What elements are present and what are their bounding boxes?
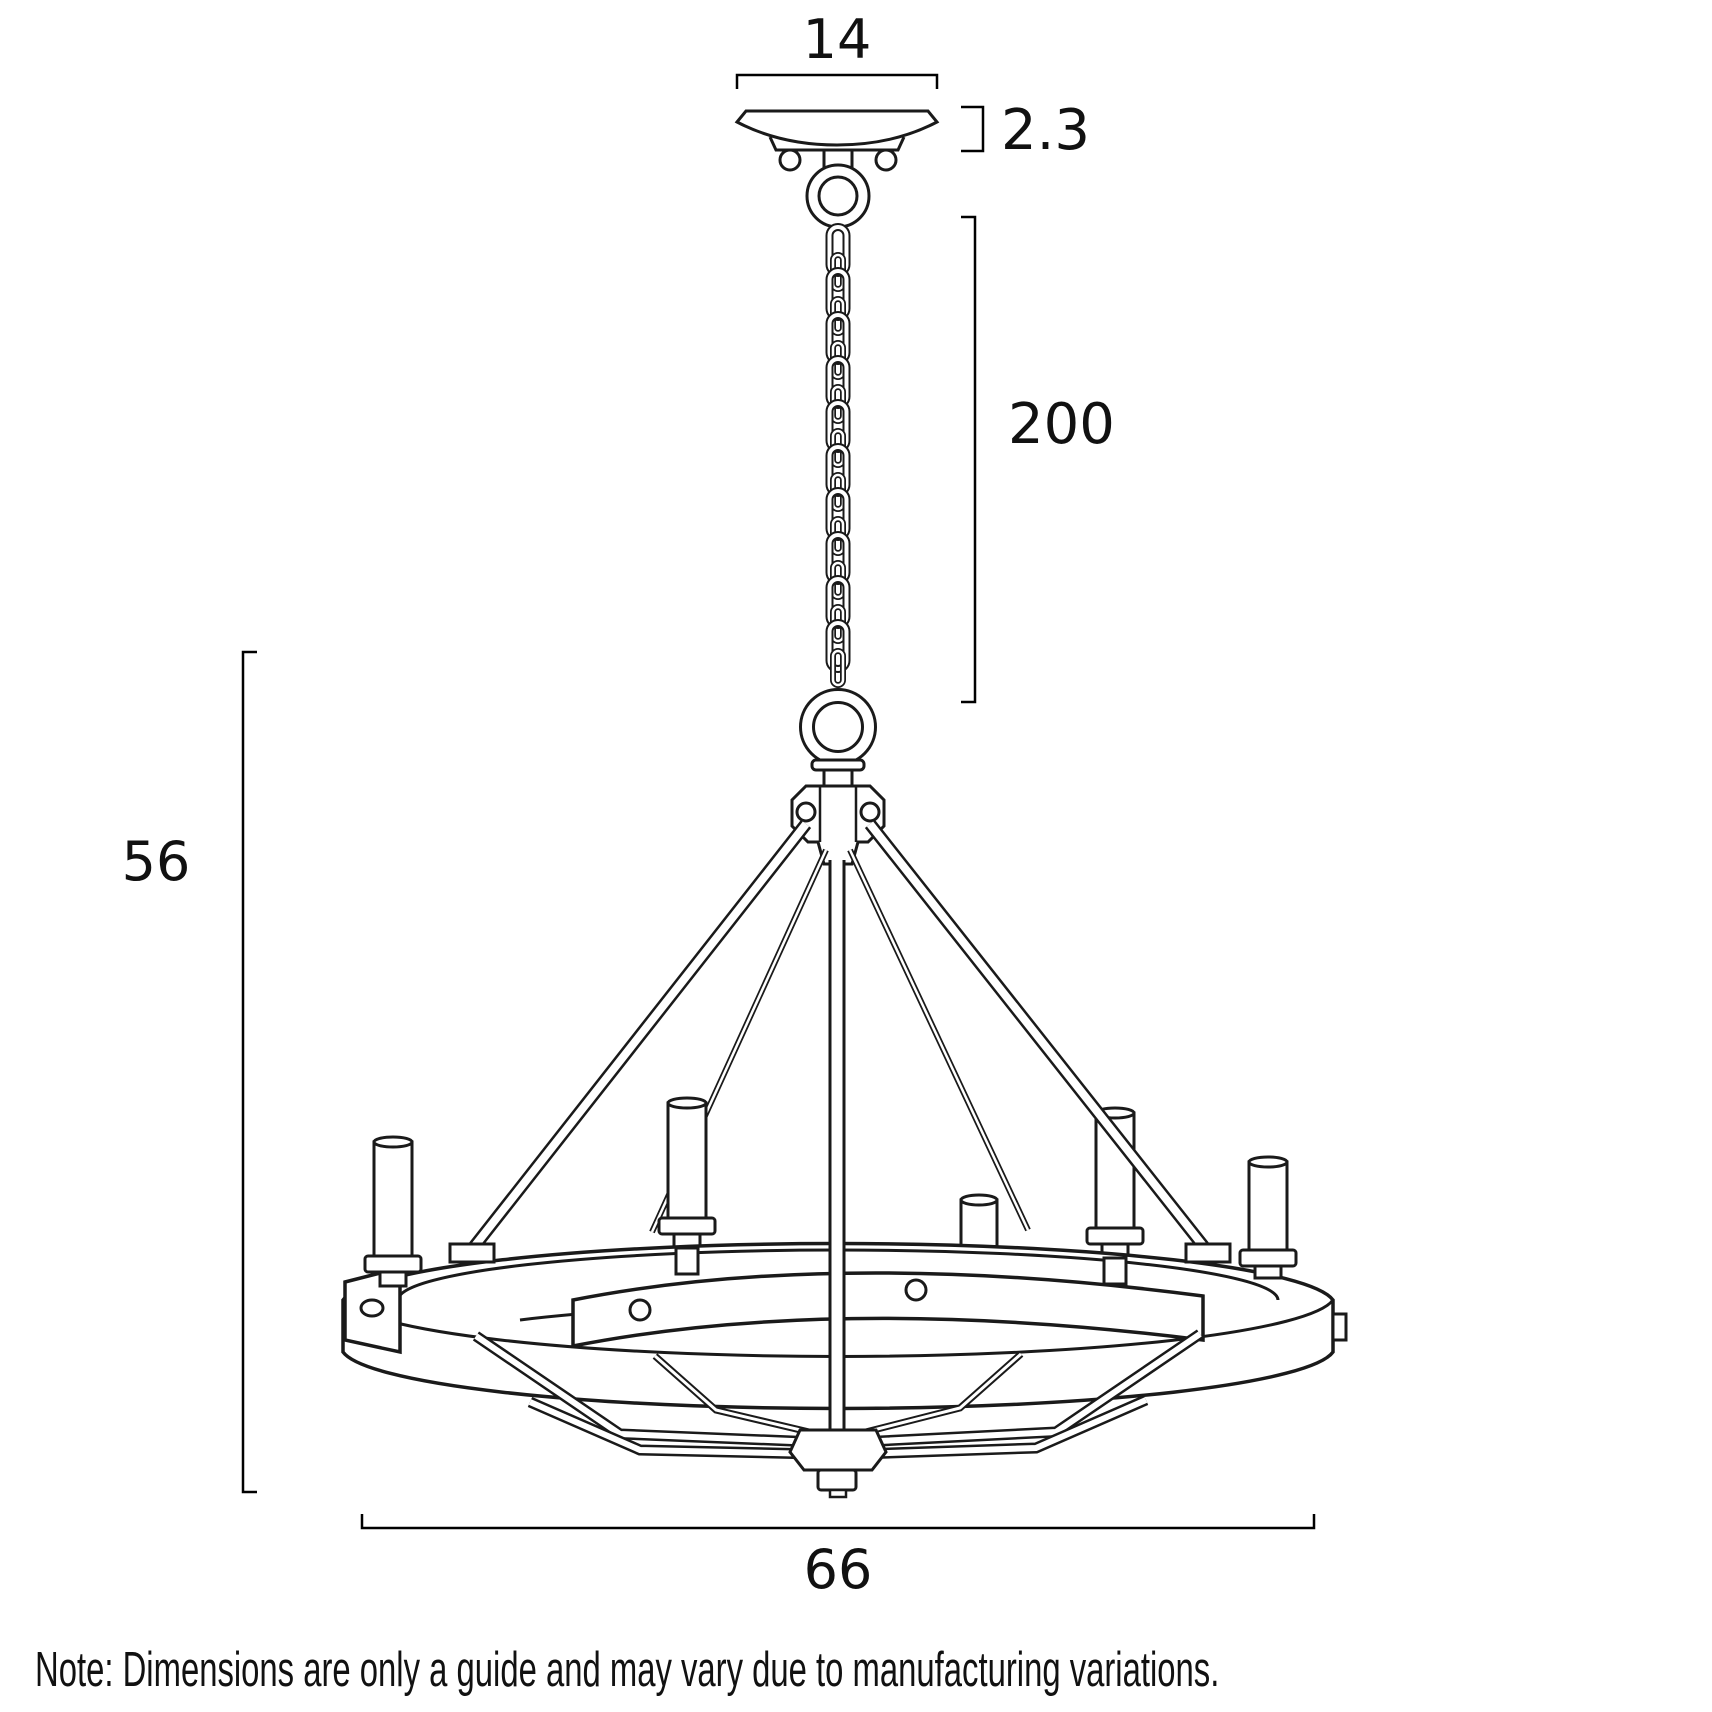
fixture-hanging-ring: [807, 696, 869, 758]
hanging-chain: [830, 227, 847, 685]
dimension-canopy-height: [961, 98, 1090, 163]
body-height-value: 56: [121, 830, 191, 893]
canopy-height-value: 2.3: [1001, 98, 1091, 163]
support-arm-left: [450, 824, 806, 1262]
canopy-width-value: 14: [802, 8, 872, 71]
candle-front-right: [1240, 1157, 1296, 1278]
arm-foot-bracket: [450, 1244, 494, 1262]
dimension-body-height: [122, 652, 257, 1492]
arm-foot-bracket: [1186, 1244, 1230, 1262]
canopy-ring: [813, 171, 863, 221]
rim-tab: [1104, 1258, 1126, 1284]
dimension-body-width: [362, 1514, 1314, 1601]
bottom-hub-finial: [790, 1430, 886, 1497]
ceiling-canopy: [737, 111, 937, 170]
disclaimer-note: Note: Dimensions are only a guide and may vary due to manufacturing variations.: [35, 1643, 1220, 1697]
dimension-canopy-width: [737, 8, 937, 89]
candle-front-left: [365, 1137, 421, 1286]
rim-side-nub-right: [1333, 1314, 1346, 1340]
center-hub: [792, 760, 884, 864]
rim-tab: [676, 1248, 698, 1274]
dimension-chain-length: [961, 217, 1115, 702]
support-arm-right: [870, 824, 1230, 1262]
chain-length-value: 200: [1008, 392, 1115, 457]
strap-bolt: [906, 1280, 926, 1300]
strap-bolt: [630, 1300, 650, 1320]
body-width-value: 66: [803, 1538, 873, 1601]
candle-rear-left: [659, 1098, 715, 1248]
